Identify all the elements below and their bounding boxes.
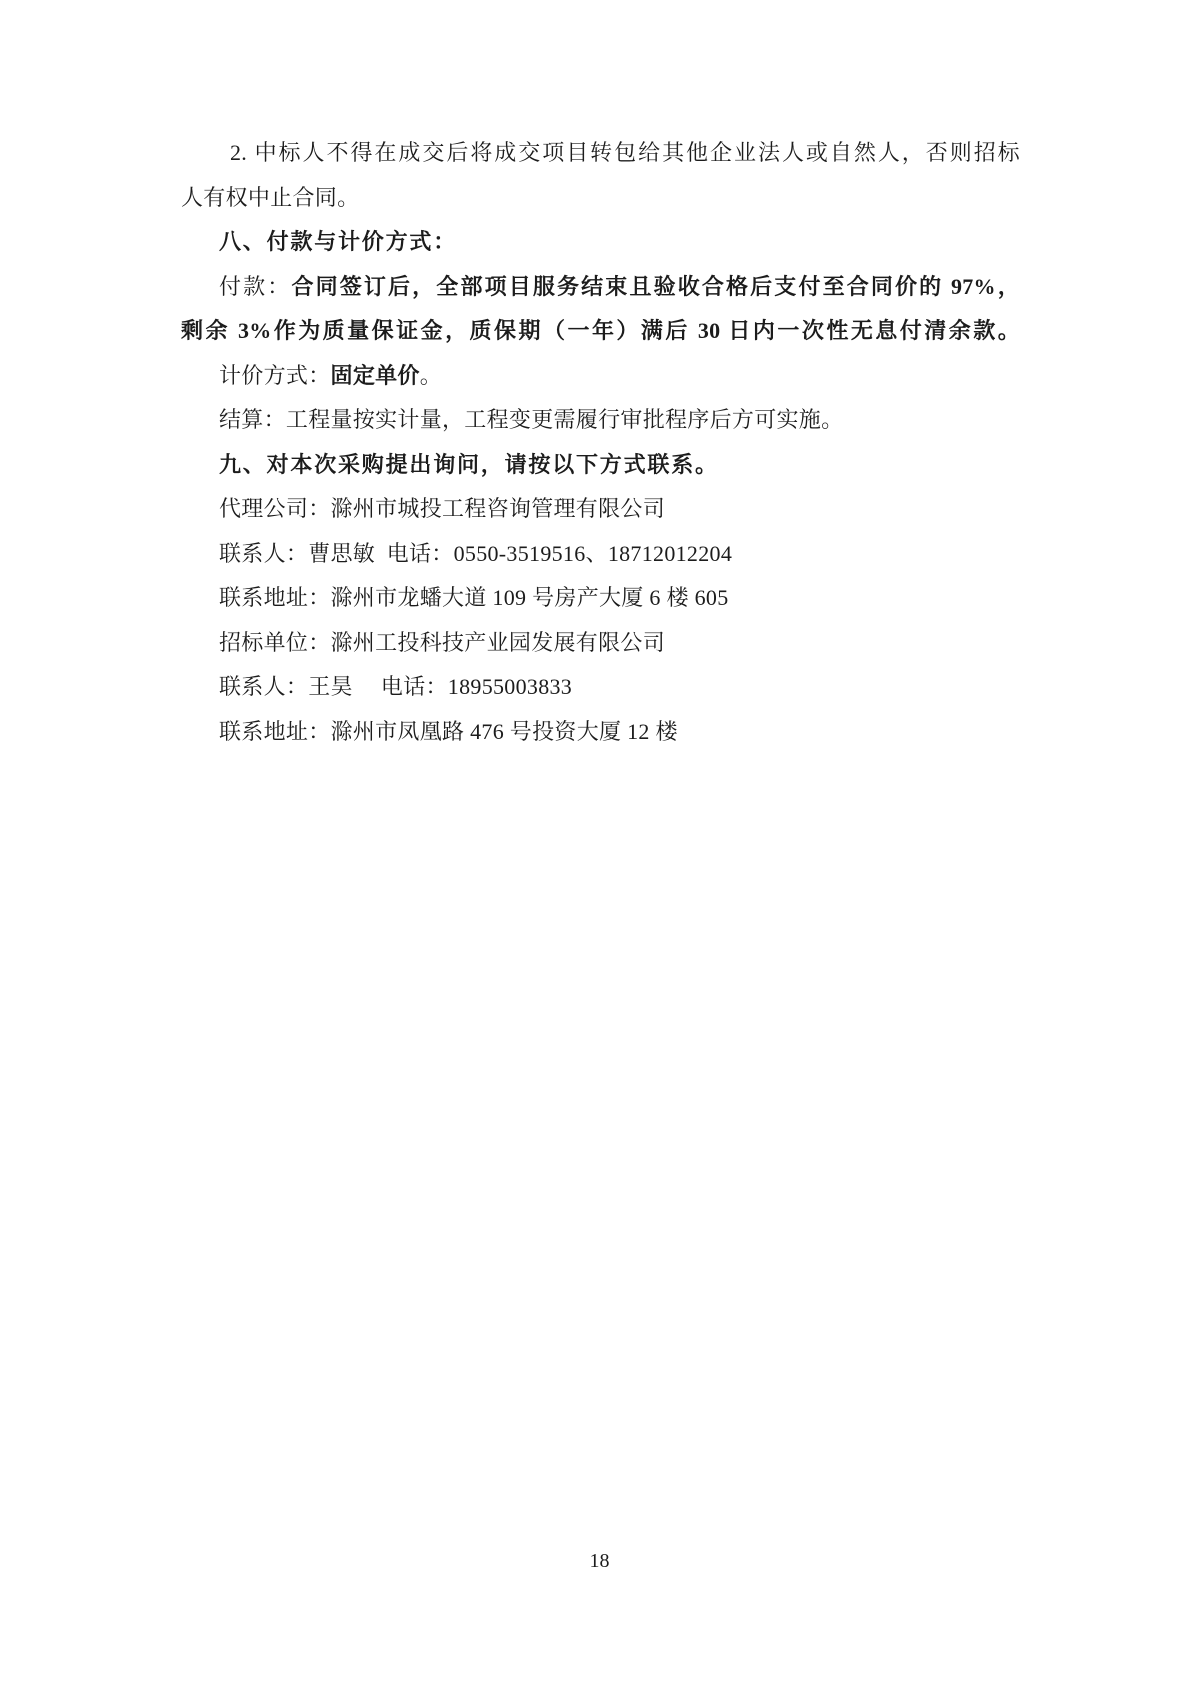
text-line-agency-company	[181, 487, 1020, 532]
text-run: 结算：工程量按实计量，工程变更需履行审批程序后方可实施。	[219, 407, 844, 432]
text-run: 联系人：王昊 电话：18955003833	[219, 674, 573, 699]
text-run: 人有权中止合同。	[181, 184, 360, 210]
text-line-payment-terms-line-2	[181, 309, 1020, 354]
text-run: 联系地址：滁州市龙蟠大道 109 号房产大厦 6 楼 605	[219, 585, 729, 610]
text-line-agency-contact	[181, 532, 1020, 577]
document-body	[181, 131, 1020, 754]
text-line-tender-unit	[181, 621, 1020, 666]
text-line-settlement-method	[181, 398, 1020, 443]
text-run: 招标单位：滁州工投科技产业园发展有限公司	[219, 629, 666, 655]
text-run: 计价方式：	[219, 362, 331, 388]
text-run: 2. 中标人不得在成交后将成交项目转包给其他企业法人或自然人，否则招标	[230, 140, 1020, 165]
text-run: 八、付款与计价方式：	[219, 229, 458, 254]
text-run: 九、对本次采购提出询问，请按以下方式联系。	[219, 451, 719, 477]
text-line-tender-address	[181, 710, 1020, 755]
text-run: 固定单价	[330, 362, 420, 388]
text-line-clause-2-line-1	[181, 131, 1020, 176]
text-line-pricing-method	[181, 354, 1020, 399]
text-line-clause-2-line-2	[181, 176, 1020, 221]
text-line-agency-address	[181, 576, 1020, 621]
text-run: 联系地址：滁州市凤凰路 476 号投资大厦 12 楼	[219, 718, 678, 744]
text-run: 合同签订后，全部项目服务结束且验收合格后支付至合同价的 97%，	[291, 273, 1020, 299]
text-run: 代理公司：滁州市城投工程咨询管理有限公司	[219, 496, 666, 521]
text-line-section-9-heading	[181, 443, 1020, 488]
text-line-payment-terms-line-1	[181, 265, 1020, 310]
text-line-tender-contact	[181, 665, 1020, 710]
text-run: 剩余 3%作为质量保证金，质保期（一年）满后 30 日内一次性无息付清余款。	[181, 318, 1020, 343]
text-line-section-8-heading	[181, 220, 1020, 265]
text-run: 联系人：曹思敏 电话：0550-3519516、18712012204	[219, 540, 733, 566]
text-run: 付款：	[219, 273, 292, 299]
text-run: 。	[419, 362, 443, 388]
page-number: 18	[589, 1550, 610, 1572]
